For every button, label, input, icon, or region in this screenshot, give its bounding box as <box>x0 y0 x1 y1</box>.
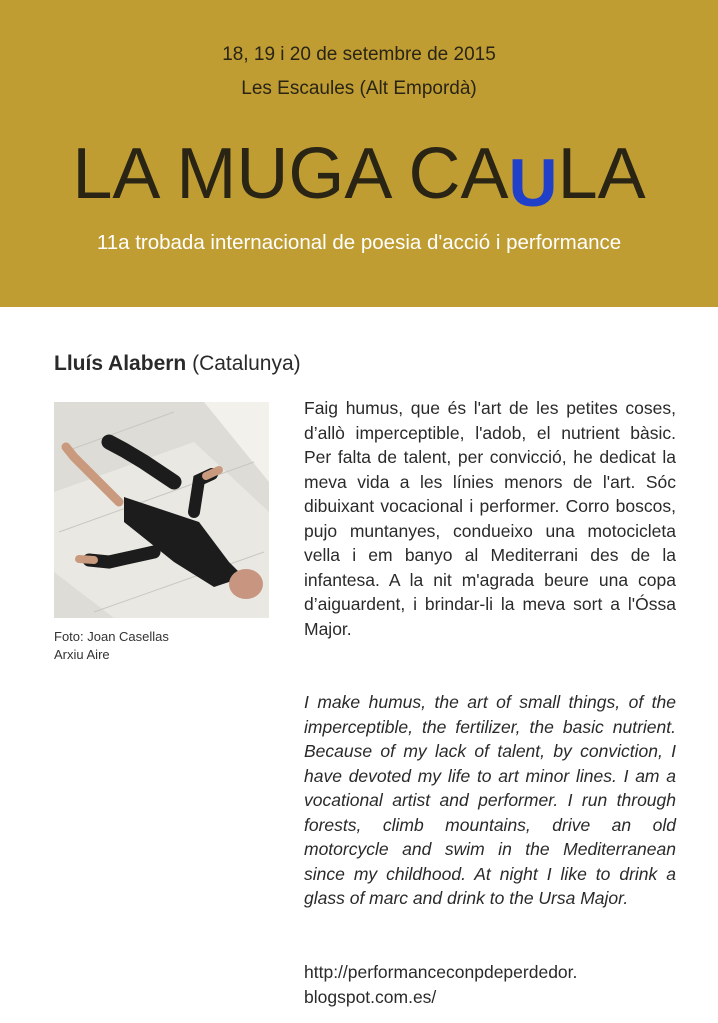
event-dates: 18, 19 i 20 de setembre de 2015 <box>222 44 496 65</box>
website-link[interactable] <box>304 960 676 1009</box>
header-banner <box>0 0 718 307</box>
link-line1[interactable]: http://performanceconpdeperdedor. <box>304 962 578 982</box>
event-subtitle: 11a trobada internacional de poesia d'acció i performance <box>96 231 622 254</box>
title-part1: LA MUGA CA <box>72 134 509 214</box>
bio-english: I make humus, the art of small things, of the imperceptible, the fertilizer, the basic nutrient. Because of my lack of talent, by conviction, I have devoted my life to art minor lines. I am a vocational artist and performer. I run through forests, climb mountains, drive an old motorcycle and swim in the Mediterranean since my childhood. At night I like to drink a glass of marc and drink to the Ursa Major. <box>304 692 676 908</box>
artist-photo <box>54 402 269 618</box>
title-u-letter: U <box>508 145 558 221</box>
caption-credit: Foto: Joan Casellas <box>54 629 169 644</box>
performer-lying-illustration <box>54 402 269 618</box>
event-title <box>0 132 718 221</box>
title-part2: LA <box>557 134 646 214</box>
bio-catalan: Faig humus, que és l'art de les petites coses, d’allò imperceptible, l'adob, el nutrient bàsic. Per falta de talent, per convicció, he dedicat la meva vida a les línies menors de l'art. Sóc dibuixant vocacional i performer. Corro boscos, pujo muntanyes, condueixo una motocicleta vella i em banyo al Mediterrani des de la infantesa. A la nit m'agrada beure una copa d’aiguardent, i brindar-li la meva sort a l'Óssa Major. <box>304 398 676 639</box>
artist-name: Lluís Alabern <box>54 352 187 375</box>
caption-archive: Arxiu Aire <box>54 647 110 662</box>
event-place: Les Escaules (Alt Empordà) <box>241 78 477 99</box>
artist-heading <box>54 352 301 376</box>
link-line2[interactable]: blogspot.com.es/ <box>304 986 437 1007</box>
photo-caption <box>54 628 169 664</box>
artist-country: (Catalunya) <box>192 352 301 375</box>
